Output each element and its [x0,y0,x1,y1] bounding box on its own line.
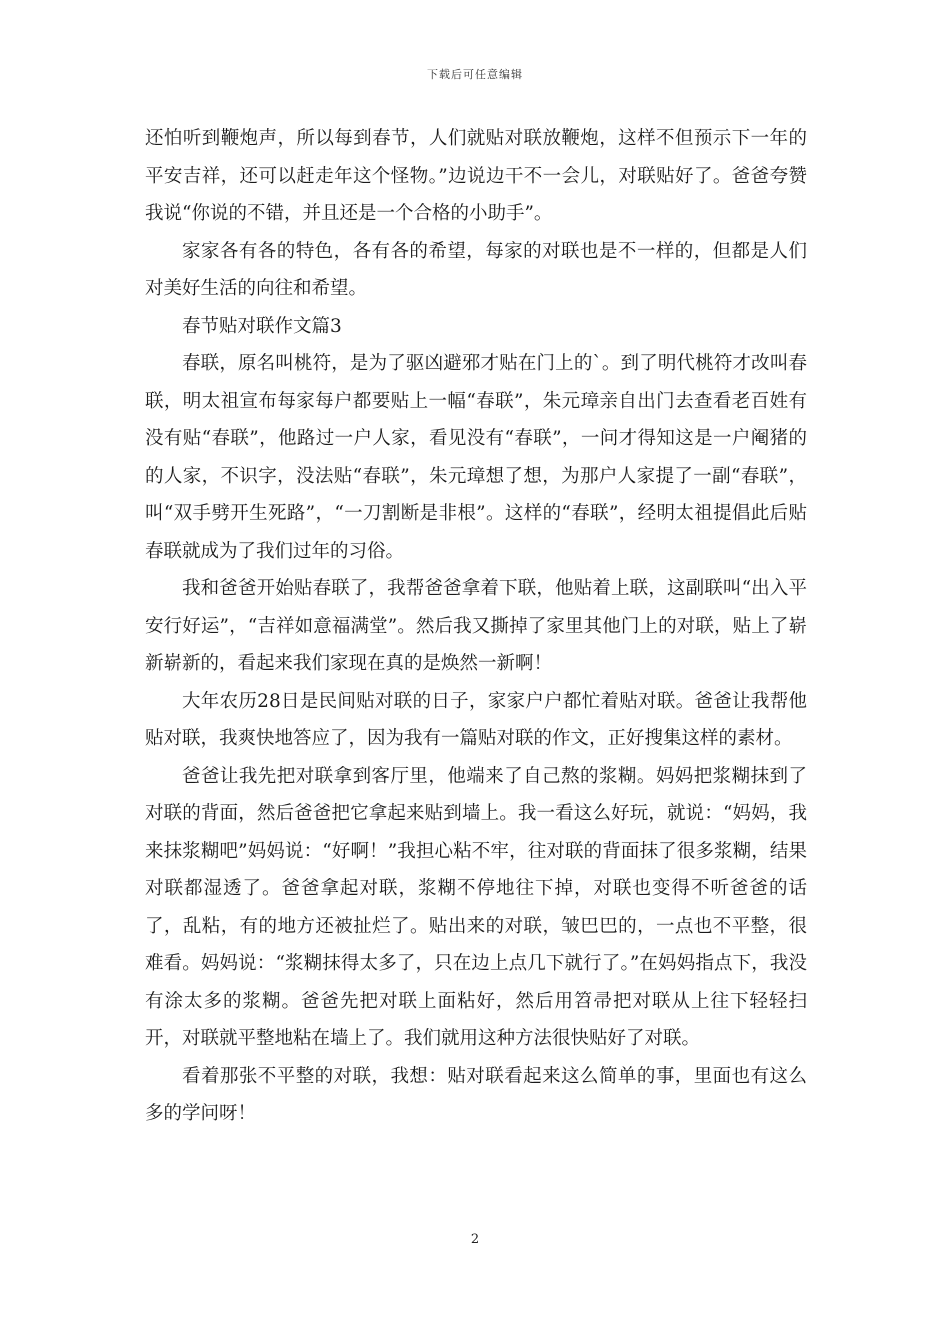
section-heading: 春节贴对联作文篇3 [182,315,342,337]
paragraph: 家家各有各的特色，各有各的希望，每家的对联也是不一样的，但都是人们对美好生活的向往和希望。 [145,240,807,299]
paragraph-continuation: 还怕听到鞭炮声，所以每到春节，人们就贴对联放鞭炮，这样不但预示下一年的平安吉祥，还可以赶走年这个怪物。”边说边干不一会儿，对联贴好了。爸爸夸赞我说“你说的不错，并且还是一个合格的小助手”。 [145,128,807,224]
paragraph: 春联，原名叫桃符，是为了驱凶避邪才贴在门上的`。到了明代桃符才改叫春联，明太祖宣布每家每户都要贴上一幅“春联”，朱元璋亲自出门去查看老百姓有没有贴“春联”，他路过一户人家，看见没有“春联”，一问才得知这是一户阉猪的的人家，不识字，没法贴“春联”，朱元璋想了想，为那户人家提了一副“春联”，叫“双手劈开生死路”，“一刀割断是非根”。这样的“春联”，经明太祖提倡此后贴春联就成为了我们过年的习俗。 [145,353,807,562]
paragraph: 我和爸爸开始贴春联了，我帮爸爸拿着下联，他贴着上联，这副联叫“出入平安行好运”，“吉祥如意福满堂”。然后我又撕掉了家里其他门上的对联，贴上了崭新崭新的，看起来我们家现在真的是焕然一新啊！ [145,578,807,674]
page-number: 2 [470,1232,480,1247]
paragraph: 爸爸让我先把对联拿到客厅里，他端来了自己熬的浆糊。妈妈把浆糊抹到了对联的背面，然后爸爸把它拿起来贴到墙上。我一看这么好玩，就说：“妈妈，我来抹浆糊吧”妈妈说：“好啊！”我担心粘不牢，往对联的背面抹了很多浆糊，结果对联都湿透了。爸爸拿起对联，浆糊不停地往下掉，对联也变得不听爸爸的话了，乱粘，有的地方还被扯烂了。贴出来的对联，皱巴巴的，一点也不平整，很难看。妈妈说：“浆糊抹得太多了，只在边上点几下就行了。”在妈妈指点下，我没有涂太多的浆糊。爸爸先把对联上面粘好，然后用笤帚把对联从上往下轻轻扫开，对联就平整地粘在墙上了。我们就用这种方法很快贴好了对联。 [145,765,807,1049]
paragraph: 看着那张不平整的对联，我想：贴对联看起来这么简单的事，里面也有这么多的学问呀！ [145,1065,807,1124]
document-body [145,120,807,1133]
paragraph: 大年农历28日是民间贴对联的日子，家家户户都忙着贴对联。爸爸让我帮他贴对联，我爽快地答应了，因为我有一篇贴对联的作文，正好搜集这样的素材。 [145,690,807,749]
page-header: 下载后可任意编辑 [427,68,523,81]
